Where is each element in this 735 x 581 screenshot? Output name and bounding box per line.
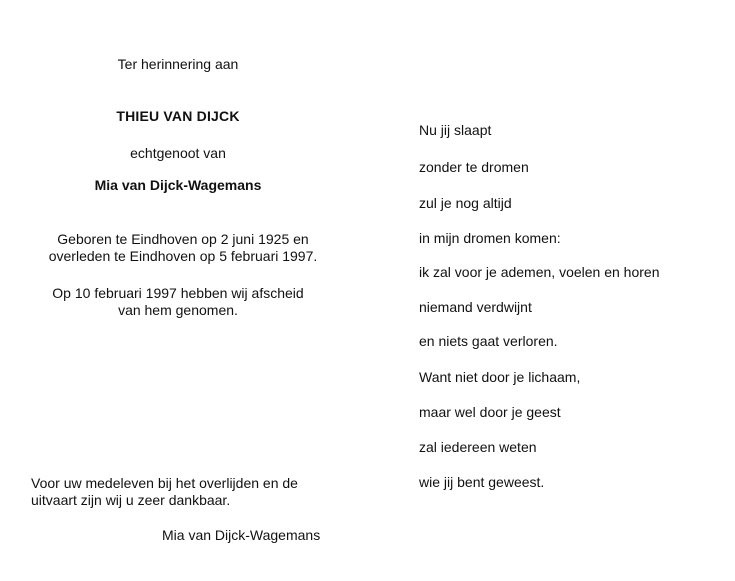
farewell-line: Op 10 februari 1997 hebben wij afscheid: [52, 285, 304, 301]
poem-line: in mijn dromen komen:: [419, 230, 561, 246]
signature: Mia van Dijck-Wagemans: [162, 527, 321, 543]
poem-line: Want niet door je lichaam,: [419, 369, 581, 385]
intro-text: Ter herinnering aan: [117, 56, 239, 72]
thanks-line: Voor uw medeleven bij het overlijden en de: [31, 475, 298, 491]
thanks-line: uitvaart zijn wij u zeer dankbaar.: [31, 492, 231, 508]
poem-line: zul je nog altijd: [419, 195, 512, 211]
life-dates-line: overleden te Eindhoven op 5 februari 1997.: [48, 248, 318, 264]
poem-line: wie jij bent geweest.: [419, 474, 545, 490]
farewell-line: van hem genomen.: [118, 302, 238, 318]
poem-line: zonder te dromen: [419, 159, 529, 175]
poem-line: zal iedereen weten: [419, 439, 537, 455]
poem-line: Nu jij slaapt: [419, 122, 492, 138]
spouse-name: Mia van Dijck-Wagemans: [94, 177, 262, 193]
poem-line: niemand verdwijnt: [419, 299, 532, 315]
poem-line: en niets gaat verloren.: [419, 333, 558, 349]
deceased-name: THIEU VAN DIJCK: [116, 108, 240, 124]
poem-line: ik zal voor je ademen, voelen en horen: [419, 264, 660, 280]
life-dates-line: Geboren te Eindhoven op 2 juni 1925 en: [57, 231, 309, 247]
poem-line: maar wel door je geest: [419, 404, 561, 420]
relation-text: echtgenoot van: [130, 145, 226, 161]
